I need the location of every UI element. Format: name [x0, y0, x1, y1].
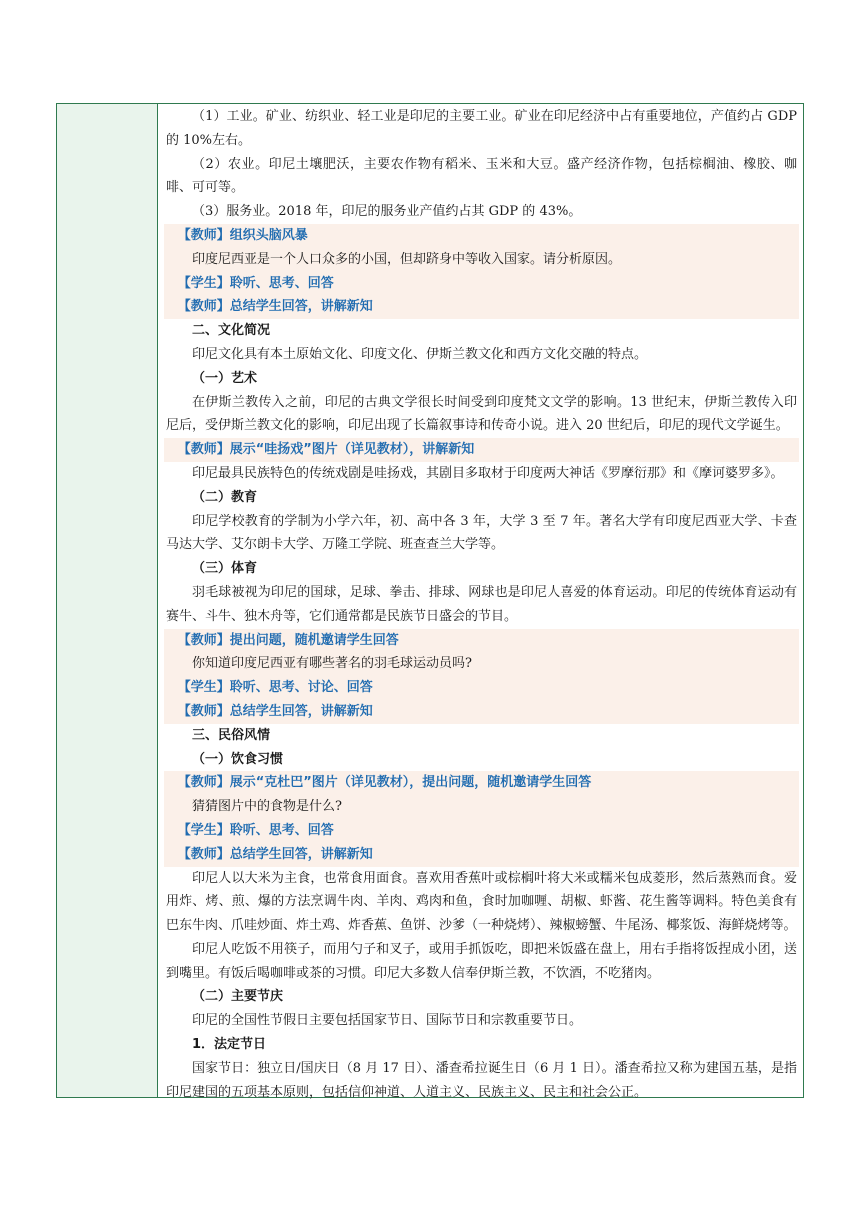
student-instruction: 【学生】聆听、思考、讨论、回答	[177, 680, 373, 696]
paragraph-art: 在伊斯兰教传入之前，印尼的古典文学很长时间受到印度梵文文学的影响。13 世纪末，伊斯兰教传入印尼后，受伊斯兰教文化的影响，印尼出现了长篇叙事诗和传奇小说。进入 20 世纪后，印尼的现代文学诞生。	[166, 394, 797, 434]
question-text: 印度尼西亚是一个人口众多的小国，但却跻身中等收入国家。请分析原因。	[192, 251, 622, 267]
activity-block-brainstorm	[164, 224, 799, 319]
lesson-table	[56, 103, 804, 1098]
section-heading-customs: 三、民俗风情	[192, 727, 271, 743]
paragraph-food-manners: 印尼人吃饭不用筷子，而用勺子和叉子，或用手抓饭吃，即把米饭盛在盘上，用右手指将饭捏成小团，送到嘴里。有饭后喝咖啡或茶的习惯。印尼大多数人信奉伊斯兰教，不饮酒，不吃猪肉。	[166, 941, 797, 981]
paragraph-food-staple: 印尼人以大米为主食，也常食用面食。喜欢用香蕉叶或棕榈叶将大米或糯米包成菱形，然后蒸熟而食。爱用炸、烤、煎、爆的方法烹调牛肉、羊肉、鸡肉和鱼，食时加咖喱、胡椒、虾酱、花生酱等调料。特色美食有巴东牛肉、爪哇炒面、炸土鸡、炸香蕉、鱼饼、沙爹（一种烧烤）、辣椒螃蟹、牛尾汤、椰浆饭、海鲜烧烤等。	[166, 870, 797, 934]
teacher-instruction: 【教师】展示“克杜巴”图片（详见教材），提出问题，随机邀请学生回答	[177, 775, 592, 791]
activity-block-badminton	[164, 629, 799, 724]
paragraph-sport: 羽毛球被视为印尼的国球，足球、拳击、排球、网球也是印尼人喜爱的体育运动。印尼的传统体育运动有赛牛、斗牛、独木舟等，它们通常都是民族节日盛会的节目。	[166, 584, 797, 624]
paragraph-culture: 印尼文化具有本土原始文化、印度文化、伊斯兰教文化和西方文化交融的特点。	[192, 346, 648, 362]
activity-block-wayang	[164, 438, 799, 462]
paragraph-service: （3）服务业。2018 年，印尼的服务业产值约占其 GDP 的 43%。	[192, 204, 582, 220]
paragraph-education: 印尼学校教育的学制为小学六年，初、高中各 3 年，大学 3 至 7 年。著名大学有印度尼西亚大学、卡查马达大学、艾尔朗卡大学、万隆工学院、班查查兰大学等。	[166, 513, 797, 553]
paragraph-industry: （1）工业。矿业、纺织业、轻工业是印尼的主要工业。矿业在印尼经济中占有重要地位，产值约占 GDP 的 10%左右。	[166, 109, 797, 148]
section-heading-culture: 二、文化简况	[192, 323, 271, 339]
subheading-art: （一）艺术	[192, 370, 258, 386]
subheading-food: （一）饮食习惯	[192, 751, 284, 767]
left-column-cell	[57, 104, 158, 1097]
subheading-education: （二）教育	[192, 489, 258, 505]
teacher-summary: 【教师】总结学生回答，讲解新知	[177, 846, 373, 862]
student-instruction: 【学生】聆听、思考、回答	[177, 822, 334, 838]
teacher-summary: 【教师】总结学生回答，讲解新知	[177, 299, 373, 315]
subheading-sport: （三）体育	[192, 561, 258, 577]
teacher-instruction: 【教师】展示“哇扬戏”图片（详见教材），讲解新知	[177, 442, 475, 458]
content-cell	[158, 104, 803, 1100]
paragraph-legal-holidays: 国家节日：独立日/国庆日（8 月 17 日）、潘查希拉诞生日（6 月 1 日）。潘查希拉又称为建国五基，是指印尼建国的五项基本原则，包括信仰神道、人道主义、民族主义、民主和社会公正。	[166, 1060, 797, 1100]
student-instruction: 【学生】聆听、思考、回答	[177, 275, 334, 291]
paragraph-agriculture: （2）农业。印尼土壤肥沃，主要农作物有稻米、玉米和大豆。盛产经济作物，包括棕榈油、橡胶、咖啡、可可等。	[166, 156, 797, 196]
question-text: 猜猜图片中的食物是什么?	[192, 799, 342, 815]
question-text: 你知道印度尼西亚有哪些著名的羽毛球运动员吗?	[192, 656, 472, 672]
teacher-instruction: 【教师】组织头脑风暴	[177, 227, 308, 243]
activity-block-food	[164, 771, 799, 866]
paragraph-wayang: 印尼最具民族特色的传统戏剧是哇扬戏，其剧目多取材于印度两大神话《罗摩衍那》和《摩诃婆罗多》。	[192, 465, 784, 481]
teacher-summary: 【教师】总结学生回答，讲解新知	[177, 703, 373, 719]
teacher-instruction: 【教师】提出问题，随机邀请学生回答	[177, 632, 399, 648]
paragraph-festival: 印尼的全国性节假日主要包括国家节日、国际节日和宗教重要节日。	[192, 1013, 583, 1029]
subheading-festival: （二）主要节庆	[192, 989, 284, 1005]
subheading-legal-holidays: 1．法定节日	[192, 1037, 267, 1053]
